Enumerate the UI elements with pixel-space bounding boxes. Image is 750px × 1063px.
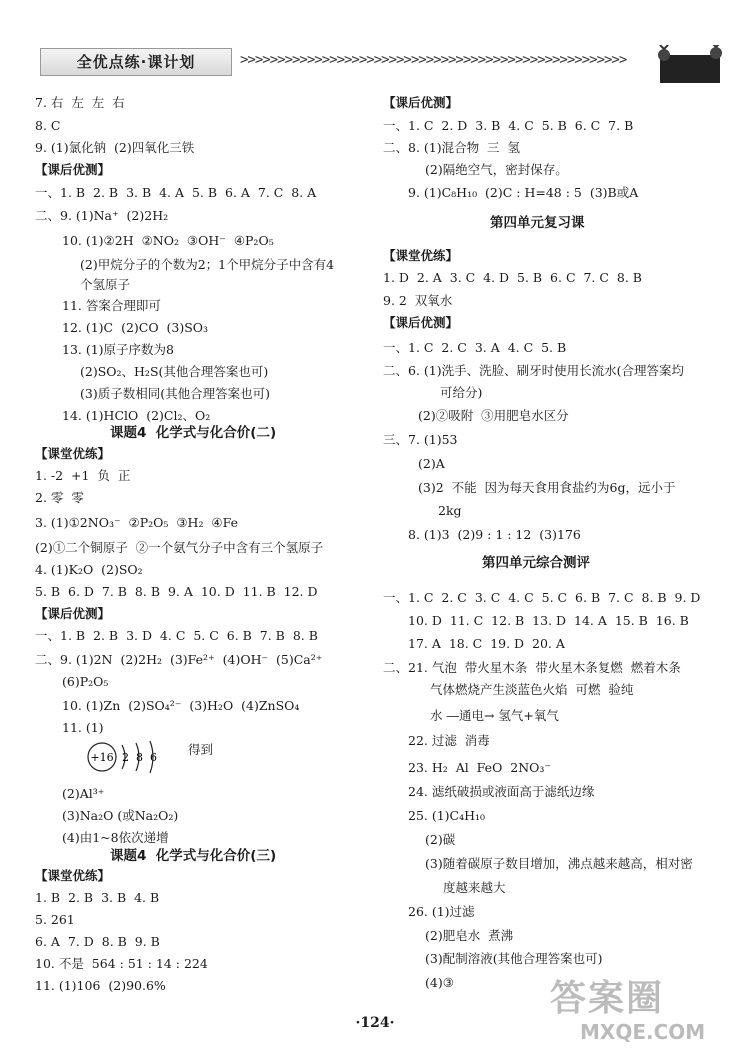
answer-line: 三、7. (1)53: [383, 432, 458, 447]
answer-line: (2)隔绝空气，密封保存。: [425, 162, 568, 177]
answer-line: 2kg: [438, 503, 462, 518]
answer-line: (2)A: [418, 456, 445, 471]
atom-nucleus-charge: +16: [90, 751, 114, 764]
answer-line: (2)碳: [425, 832, 456, 847]
page-number: ·124·: [355, 1015, 395, 1031]
section-label: 【课后优测】: [383, 315, 459, 330]
answer-line: 二、9. (1)Na⁺ (2)2H₂: [35, 208, 169, 223]
answer-line: 一、1. B 2. B 3. B 4. A 5. B 6. A 7. C 8. A: [35, 185, 317, 200]
answer-line: 9. (1)C₈H₁₀ (2)C : H=48 : 5 (3)B或A: [408, 185, 639, 200]
section-label: 【课后优测】: [35, 162, 111, 177]
answer-line: 7. 右 左 左 右: [35, 95, 125, 110]
answer-line: 可给分): [440, 385, 483, 400]
section-title: 第四单元综合测评: [482, 555, 590, 571]
answer-line: 个氢原子: [80, 277, 131, 292]
header-decoration-icon: [650, 45, 730, 85]
answer-line: (3)随着碳原子数目增加，沸点越来越高，相对密: [425, 856, 693, 871]
answer-line: 水 ―通电→ 氢气+氧气: [430, 708, 559, 723]
page-header: [30, 40, 710, 80]
answer-line: 26. (1)过滤: [408, 904, 475, 919]
atom-shell-electrons: 8: [136, 751, 143, 764]
answer-line: 气体燃烧产生淡蓝色火焰 可燃 验纯: [430, 682, 634, 697]
answer-line: (2)甲烷分子的个数为2；1个甲烷分子中含有4: [80, 257, 335, 272]
answer-line: 8. (1)3 (2)9 : 1 : 12 (3)176: [408, 527, 581, 542]
answer-line: 二、8. (1)混合物 三 氢: [383, 140, 520, 155]
header-chevron-rule: >>>>>>>>>>>>>>>>>>>>>>>>>>>>>>>>>>>>>>>>>>>>>>>>>>>>: [240, 52, 627, 68]
answer-line: 1. D 2. A 3. C 4. D 5. B 6. C 7. C 8. B: [383, 270, 642, 285]
answer-line: 24. 滤纸破损或液面高于滤纸边缘: [408, 784, 595, 799]
answer-line: (4)③: [425, 975, 454, 990]
answer-line: 6. A 7. D 8. B 9. B: [35, 934, 160, 949]
answer-line: (2)①二个铜原子 ②一个氨气分子中含有三个氢原子: [35, 540, 324, 555]
answer-line: 一、1. C 2. D 3. B 4. C 5. B 6. C 7. B: [383, 118, 634, 133]
atom-shell-electrons: 6: [150, 751, 157, 764]
sulfur-atom-structure-diagram: [84, 737, 184, 777]
answer-line: 17. A 18. C 19. D 20. A: [408, 636, 565, 651]
answer-line: 一、1. C 2. C 3. C 4. C 5. C 6. B 7. C 8. B 9. D: [383, 590, 701, 605]
answer-line: 22. 过滤 消毒: [408, 733, 490, 748]
answer-line: 二、21. 气泡 带火星木条 带火星木条复燃 燃着木条: [383, 660, 681, 675]
answer-line: (3)配制溶液(其他合理答案也可): [425, 951, 603, 966]
answer-line: 11. 答案合理即可: [62, 298, 161, 313]
answer-line: 12. (1)C (2)CO (3)SO₃: [62, 320, 209, 335]
answer-line: 一、1. B 2. B 3. D 4. C 5. C 6. B 7. B 8. B: [35, 628, 318, 643]
answer-line: 25. (1)C₄H₁₀: [408, 808, 486, 823]
answer-line: 11. (1): [62, 720, 104, 735]
answer-line: 23. H₂ Al FeO 2NO₃⁻: [408, 760, 552, 775]
answer-line: 10. (1)Zn (2)SO₄²⁻ (3)H₂O (4)ZnSO₄: [62, 698, 300, 713]
site-watermark: [540, 970, 740, 1055]
section-title: 第四单元复习课: [490, 215, 585, 231]
answer-line: 11. (1)106 (2)90.6%: [35, 978, 166, 993]
answer-line: (3)2 不能 因为每天食用食盐约为6g，远小于: [418, 480, 676, 495]
answer-line: (3)质子数相同(其他合理答案也可): [80, 386, 270, 401]
answer-line: 13. (1)原子序数为8: [62, 342, 175, 357]
answer-line: (2)②吸附 ③用肥皂水区分: [418, 408, 569, 423]
section-title: 课题4 化学式与化合价(二): [110, 425, 277, 441]
atom-shell-electrons: 2: [122, 751, 129, 764]
section-label: 【课堂优练】: [35, 868, 111, 883]
answer-line: 1. -2 +1 负 正: [35, 468, 131, 483]
answer-line: (2)SO₂、H₂S(其他合理答案也可): [80, 364, 269, 379]
answer-line: 14. (1)HClO (2)Cl₂、O₂: [62, 408, 211, 423]
answer-line: 4. (1)K₂O (2)SO₂: [35, 562, 143, 577]
answer-line: (3)Na₂O (或Na₂O₂): [62, 808, 179, 823]
answer-line: (2)Al³⁺: [62, 786, 105, 801]
watermark-logo-text: 答案圈: [550, 978, 665, 1019]
answer-line: 一、1. C 2. C 3. A 4. C 5. B: [383, 340, 567, 355]
watermark-url: MXQE.COM: [580, 1020, 706, 1044]
section-title: 课题4 化学式与化合价(三): [110, 848, 277, 864]
answer-line: 10. D 11. C 12. B 13. D 14. A 15. B 16. B: [408, 613, 689, 628]
answer-line: 二、6. (1)洗手、洗脸、刷牙时使用长流水(合理答案均: [383, 363, 684, 378]
answer-line: 5. B 6. D 7. B 8. B 9. A 10. D 11. B 12. D: [35, 584, 318, 599]
answer-line: (6)P₂O₅: [62, 674, 109, 689]
answer-line: 2. 零 零: [35, 490, 84, 505]
answer-line: 9. (1)氯化钠 (2)四氧化三铁: [35, 140, 195, 155]
answer-line: 10. (1)②2H ②NO₂ ③OH⁻ ④P₂O₅: [62, 233, 274, 248]
answer-line: 9. 2 双氧水: [383, 293, 453, 308]
section-label: 【课后优测】: [383, 95, 459, 110]
section-label: 【课堂优练】: [35, 446, 111, 461]
section-label: 【课后优测】: [35, 606, 111, 621]
section-label: 【课堂优练】: [383, 248, 459, 263]
answer-line: 10. 不是 564 : 51 : 14 : 224: [35, 956, 208, 971]
answer-line: 5. 261: [35, 912, 75, 927]
answer-line: (4)由1~8依次递增: [62, 830, 169, 845]
series-brand-label: 全优点练·课计划: [40, 48, 232, 76]
answer-line: (2)肥皂水 煮沸: [425, 928, 514, 943]
answer-line: 8. C: [35, 118, 61, 133]
answer-line: 1. B 2. B 3. B 4. B: [35, 890, 160, 905]
answer-line: 得到: [188, 742, 214, 757]
answer-line: 度越来越大: [443, 880, 506, 895]
answer-line: 3. (1)①2NO₃⁻ ②P₂O₅ ③H₂ ④Fe: [35, 515, 238, 530]
answer-line: 二、9. (1)2N (2)2H₂ (3)Fe²⁺ (4)OH⁻ (5)Ca²⁺: [35, 652, 323, 667]
